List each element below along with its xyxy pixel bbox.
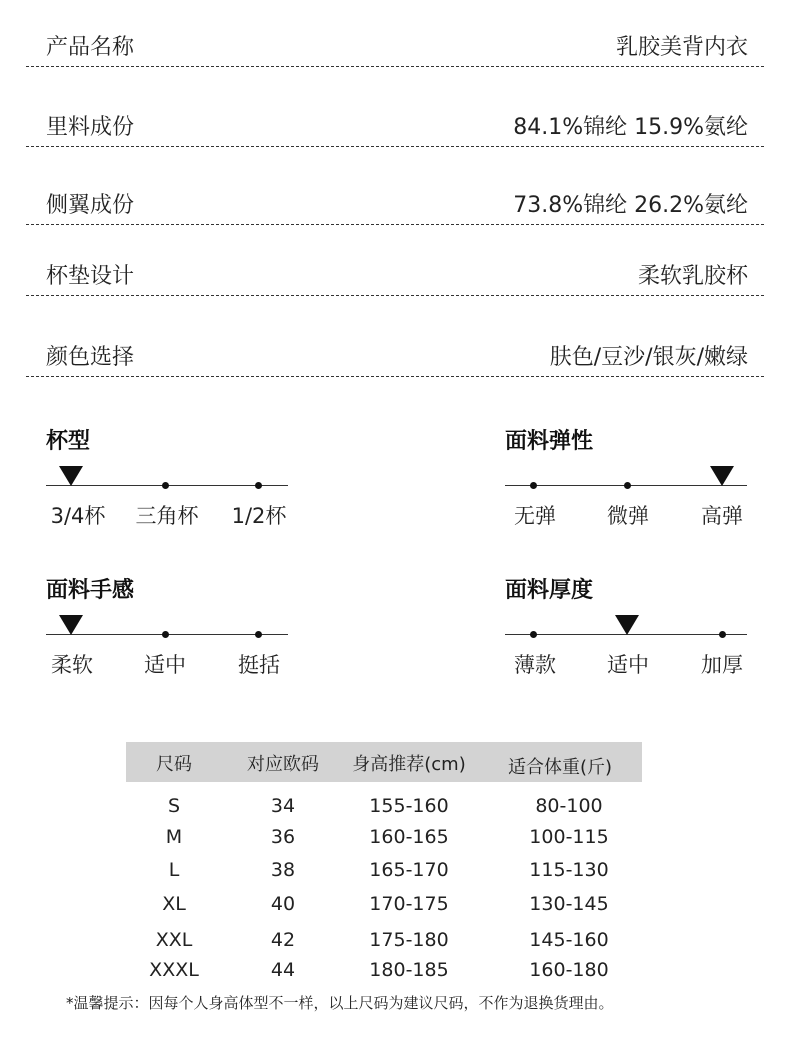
table-cell: S [167,795,181,817]
spec-value: 柔软乳胶杯 [637,264,748,289]
scale-option: 挺括 [238,653,280,677]
spec-label: 侧翼成份 [46,193,135,218]
table-cell: 180-185 [369,959,449,981]
scale-title: 面料弹性 [505,429,594,454]
scale-dot [162,482,169,489]
scale-dot [719,631,726,638]
table-cell: 175-180 [369,929,449,951]
spec-label: 颜色选择 [46,345,135,370]
scale-fabric-thickness [505,573,755,683]
table-cell: 34 [270,795,296,817]
table-cell: XXL [155,929,193,951]
table-cell: 155-160 [369,795,449,817]
scale-option: 薄款 [514,653,556,677]
table-cell: M [165,826,183,848]
table-cell: 130-145 [529,893,609,915]
divider [26,224,764,225]
table-cell: XL [162,893,186,915]
scale-fabric-elasticity [505,424,755,534]
table-cell: 42 [270,929,296,951]
scale-fabric-feel [46,573,296,683]
divider [26,66,764,67]
scale-selected-marker [59,466,83,486]
table-cell: 100-115 [529,826,609,848]
scale-selected-marker [615,615,639,635]
table-cell: 170-175 [369,893,449,915]
scale-cup-type [46,424,296,534]
divider [26,146,764,147]
size-disclaimer-note: *温馨提示：因每个人身高体型不一样，以上尺码为建议尺码，不作为退换货理由。 [66,994,614,1012]
scale-option: 无弹 [514,504,556,528]
scale-option: 1/2杯 [231,504,287,528]
spec-label: 里料成份 [46,115,135,140]
spec-row-product-name [0,14,790,74]
scale-dot [162,631,169,638]
scale-option: 适中 [607,653,649,677]
table-cell: 160-180 [529,959,609,981]
scale-option: 3/4杯 [50,504,106,528]
scale-title: 面料厚度 [505,578,594,603]
table-cell: 40 [270,893,296,915]
table-cell: 80-100 [535,795,603,817]
spec-row-side-wing [0,172,790,232]
table-cell: 36 [270,826,296,848]
scale-dot [255,482,262,489]
scale-title: 面料手感 [46,578,135,603]
scale-option: 柔软 [51,653,93,677]
scale-selected-marker [59,615,83,635]
spec-value: 84.1%锦纶 15.9%氨纶 [513,115,748,140]
spec-value: 乳胶美背内衣 [615,35,748,60]
scale-option: 三角杯 [135,504,199,528]
table-cell: L [168,859,180,881]
divider [26,376,764,377]
table-cell: 38 [270,859,296,881]
scale-dot [255,631,262,638]
table-cell: 160-165 [369,826,449,848]
scale-option: 微弹 [607,504,649,528]
size-table-header-cell: 适合体重(斤) [507,757,613,778]
table-cell: 44 [270,959,296,981]
scale-dot [624,482,631,489]
size-table-header-cell: 尺码 [156,754,192,775]
spec-value: 肤色/豆沙/银灰/嫩绿 [549,345,748,370]
table-cell: 165-170 [369,859,449,881]
size-table-header-cell: 对应欧码 [247,754,319,775]
table-cell: 115-130 [529,859,609,881]
size-table-header [126,742,642,782]
spec-row-colors [0,324,790,384]
size-table-header-cell: 身高推荐(cm) [352,754,466,775]
spec-label: 产品名称 [46,35,135,60]
divider [26,295,764,296]
scale-title: 杯型 [46,429,91,454]
spec-label: 杯垫设计 [46,264,135,289]
scale-dot [530,631,537,638]
table-cell: XXXL [149,959,199,981]
scale-dot [530,482,537,489]
table-cell: 145-160 [529,929,609,951]
spec-row-cup-pad [0,243,790,303]
spec-row-lining [0,94,790,154]
scale-option: 加厚 [701,653,743,677]
spec-value: 73.8%锦纶 26.2%氨纶 [513,193,748,218]
scale-option: 高弹 [701,504,743,528]
scale-option: 适中 [144,653,186,677]
scale-selected-marker [710,466,734,486]
